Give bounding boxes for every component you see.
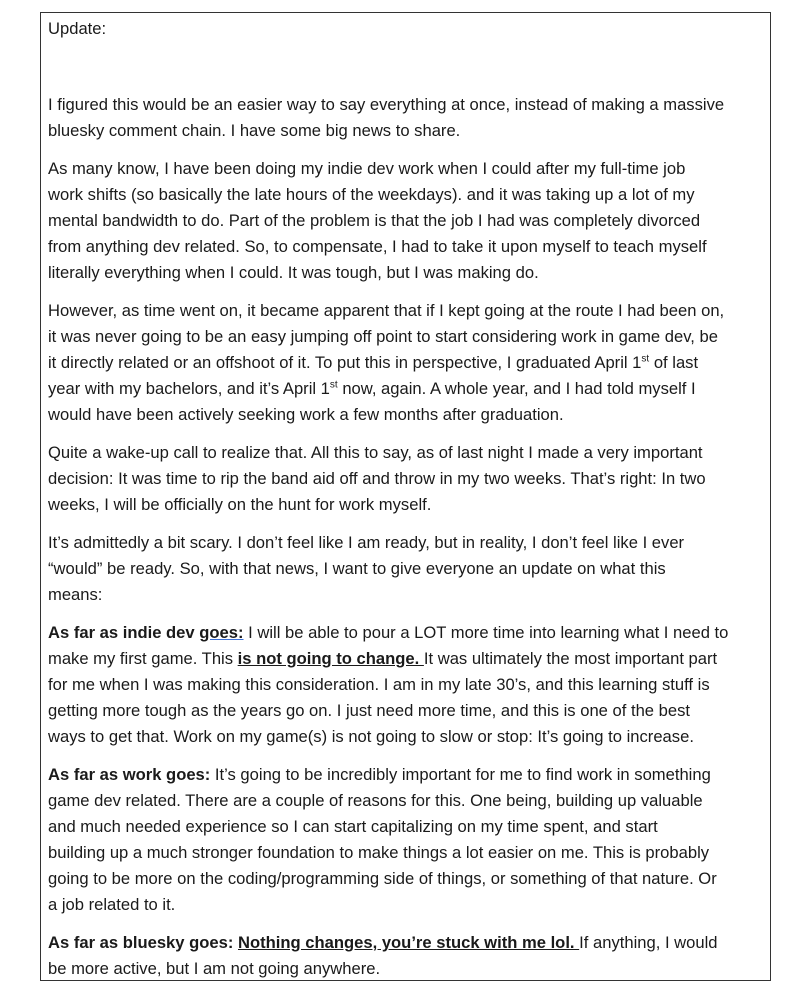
text-run: mental bandwidth to do. Part of the problem is that the job I had was completely divorced [48,211,701,230]
paragraph [48,156,770,286]
text-line [48,556,770,582]
superscript: st [641,353,650,365]
text-run: literally everything when I could. It was tough, but I was making do. [48,263,539,282]
text-line [48,118,770,144]
document-page[interactable] [40,12,771,981]
text-run: it directly related or an offshoot of it. To put this in perspective, I graduated April 1 [48,353,642,372]
text-line [48,54,770,80]
text-run: means: [48,585,103,604]
paragraph [48,930,770,982]
paragraph [48,92,770,144]
text-run: going to be more on the coding/programming side of things, or something of that nature. Or [48,869,717,888]
paragraph [48,762,770,918]
text-line [48,324,770,350]
text-run: game dev related. There are a couple of reasons for this. One being, building up valuable [48,791,703,810]
paragraph [48,620,770,750]
bold-text: Nothing changes, you’re stuck with me lol. [238,933,580,952]
text-line [48,788,770,814]
text-run: If anything, I would [579,933,718,952]
text-line [48,582,770,608]
text-line [48,402,770,428]
text-line [48,892,770,918]
text-run: make my first game. This [48,649,238,668]
bold-text: As far as indie dev [48,623,200,642]
text-run: “would” be ready. So, with that news, I want to give everyone an update on what this [48,559,666,578]
text-line [48,840,770,866]
text-line [48,620,770,646]
bold-text: is not going to change. [237,649,424,668]
text-line [48,350,770,376]
text-line [48,724,770,750]
text-run: bluesky comment chain. I have some big news to share. [48,121,461,140]
text-line [48,16,770,42]
text-run: ways to get that. Work on my game(s) is not going to slow or stop: It’s going to increase. [48,727,694,746]
text-line [48,762,770,788]
text-line [48,530,770,556]
text-run: a job related to it. [48,895,176,914]
text-run: weeks, I will be officially on the hunt for work myself. [48,495,432,514]
paragraph [48,16,770,42]
text-run: As many know, I have been doing my indie dev work when I could after my full-time job [48,159,686,178]
text-run: work shifts (so basically the late hours of the weekdays). and it was taking up a lot of my [48,185,695,204]
bold-text: goes: [199,623,244,642]
paragraph [48,530,770,608]
text-run: of last [649,353,699,372]
text-run: year with my bachelors, and it’s April 1 [48,379,330,398]
text-run: It was ultimately the most important part [423,649,718,668]
text-line [48,376,770,402]
text-line [48,234,770,260]
text-line [48,182,770,208]
superscript: st [329,379,338,391]
text-run: and much needed experience so I can start capitalizing on my time spent, and start [48,817,658,836]
text-line [48,646,770,672]
text-line [48,492,770,518]
text-line [48,814,770,840]
text-line [48,698,770,724]
text-line [48,260,770,286]
text-run: decision: It was time to rip the band aid off and throw in my two weeks. That’s right: In two [48,469,706,488]
text-run: Quite a wake-up call to realize that. All this to say, as of last night I made a very important [48,443,703,462]
text-line [48,466,770,492]
paragraph [48,440,770,518]
bold-text: As far as work goes: [48,765,211,784]
text-run: getting more tough as the years go on. I just need more time, and this is one of the best [48,701,691,720]
paragraph [48,298,770,428]
text-run: building up a much stronger foundation to make things a lot easier on me. This is probably [48,843,710,862]
text-line [48,92,770,118]
text-line [48,208,770,234]
text-line [48,156,770,182]
text-line [48,930,770,956]
text-line [48,440,770,466]
text-run: from anything dev related. So, to compensate, I had to take it upon myself to teach myself [48,237,707,256]
text-run: It’s admittedly a bit scary. I don’t feel like I am ready, but in reality, I don’t feel like I ever [48,533,685,552]
text-run: However, as time went on, it became apparent that if I kept going at the route I had been on, [48,301,725,320]
text-run: would have been actively seeking work a few months after graduation. [48,405,564,424]
bold-text: As far as bluesky goes: [48,933,238,952]
paragraph [48,54,770,80]
text-run: I figured this would be an easier way to say everything at once, instead of making a massive [48,95,725,114]
text-run: now, again. A whole year, and I had told myself I [337,379,696,398]
text-line [48,866,770,892]
text-line [48,298,770,324]
text-run: for me when I was making this consideration. I am in my late 30’s, and this learning stuff is [48,675,710,694]
text-run: be more active, but I am not going anywhere. [48,959,381,978]
text-run: I will be able to pour a LOT more time into learning what I need to [243,623,729,642]
text-run: It’s going to be incredibly important for me to find work in something [210,765,711,784]
text-run: it was never going to be an easy jumping off point to start considering work in game dev, be [48,327,718,346]
text-run: Update: [48,19,107,38]
text-line [48,956,770,982]
text-line [48,672,770,698]
